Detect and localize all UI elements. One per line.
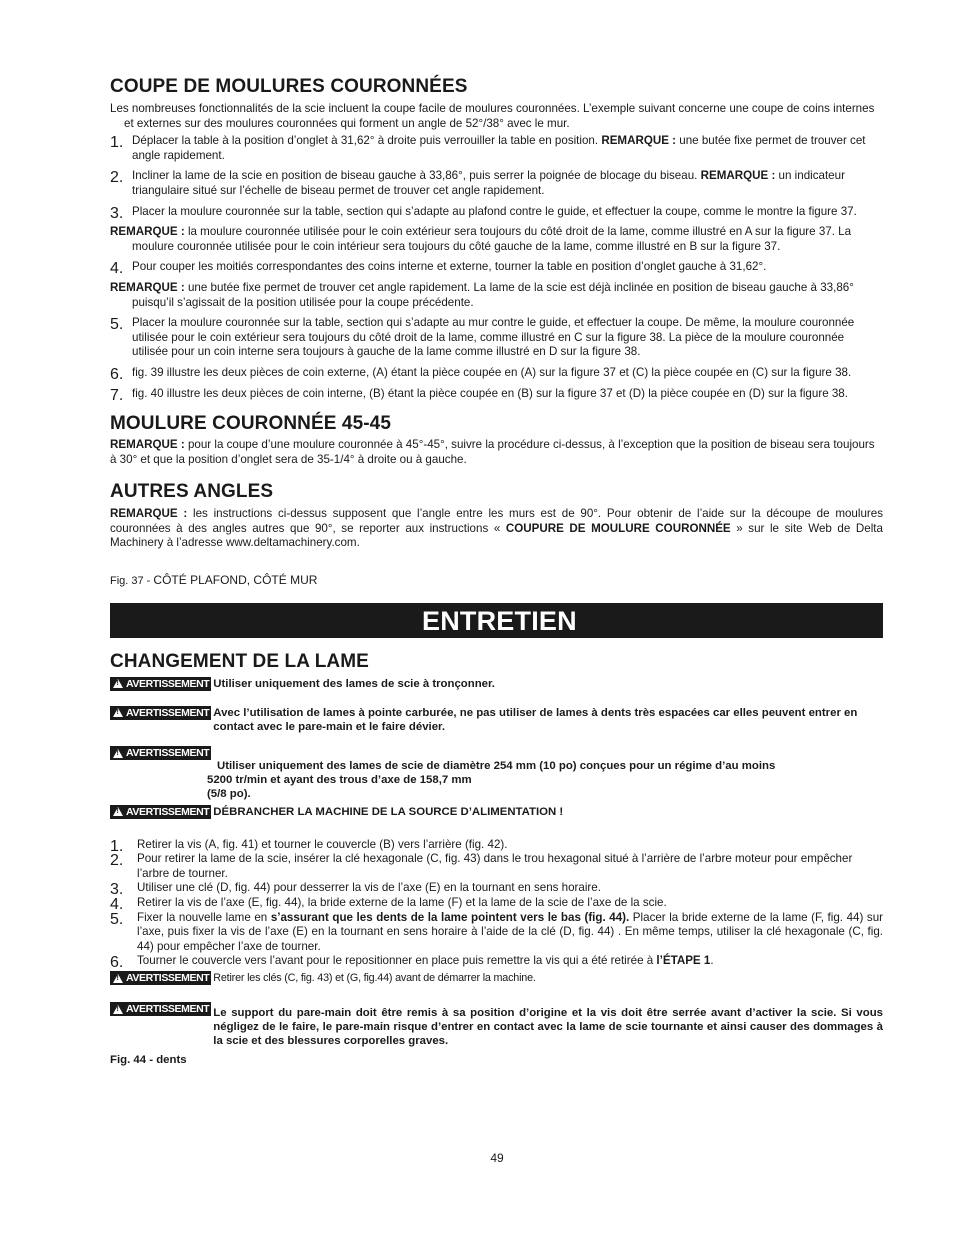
warning-triangle-icon bbox=[113, 708, 123, 717]
warning-badge: ! AVERTISSEMENT bbox=[110, 971, 211, 985]
note-autres-angles: REMARQUE : les instructions ci-dessus supposent que l’angle entre les murs est de 90°. Pour obtenir de l’aide sur la découpe de moulures couronnées à des angles autres que 90°, se reporter aux instructions « COUPURE DE MOULURE COURONNÉE » sur le site Web de Delta Machinery à l’adresse www.deltamachinery.com. bbox=[110, 507, 884, 550]
blade-step-2: 2. Pour retirer la lame de la scie, insérer la clé hexagonale (C, fig. 43) dans le trou hexagonal situé à l’arrière de l’arbre moteur pour empêcher l’arbre de tourner. bbox=[110, 852, 853, 880]
step-3: 3. Placer la moulure couronnée sur la table, section qui s’adapte au plafond contre le guide, et effectuer la coupe, comme le montre la figure 37. bbox=[110, 204, 857, 222]
section-title-autres-angles: AUTRES ANGLES bbox=[110, 481, 274, 503]
step-4: 4. Pour couper les moitiés correspondantes des coins interne et externe, tourner la table en position d’onglet gauche à 31,62°. bbox=[110, 260, 767, 278]
entretien-banner bbox=[110, 603, 883, 638]
page-number: 49 bbox=[490, 1151, 504, 1165]
warning-triangle-icon bbox=[113, 749, 123, 758]
step-1: 1. Déplacer la table à la position d’onglet à 31,62° à droite puis verrouiller la table en position. REMARQUE : une butée fixe permet de trouver cet angle rapidement. bbox=[110, 134, 866, 162]
warning-triangle-icon bbox=[113, 807, 123, 816]
warning-badge: ! AVERTISSEMENT bbox=[110, 805, 211, 819]
intro-paragraph: Les nombreuses fonctionnalités de la scie incluent la coupe facile de moulures couronnées. L’exemple suivant concerne une coupe de coins internes et externes sur des moulures couronnées qui forment un angle de 52°/38° avec le mur. bbox=[110, 102, 875, 130]
warning-4: ! AVERTISSEMENT DÉBRANCHER LA MACHINE DE LA SOURCE D’ALIMENTATION ! bbox=[110, 805, 883, 819]
warning-badge: ! AVERTISSEMENT bbox=[110, 677, 211, 691]
note-1: REMARQUE : la moulure couronnée utilisée pour le coin extérieur sera toujours du côté droit de la lame, comme illustré en A sur la figure 37. La moulure couronnée utilisée pour le coin intérieur sera toujours du côté gauche de la lame, comme illustré en B sur la figure 37. bbox=[110, 225, 852, 253]
warning-triangle-icon bbox=[113, 974, 123, 983]
warning-2: ! AVERTISSEMENT Avec l’utilisation de lames à pointe carburée, ne pas utiliser de lames à dents très espacées car elles peuvent entrer en contact avec le pare-main et le faire dévier. bbox=[110, 706, 883, 734]
warning-badge: ! AVERTISSEMENT bbox=[110, 706, 211, 720]
warning-6: ! AVERTISSEMENT Le support du pare-main doit être remis à sa position d’origine et la vis doit être serrée avant d’activer la scie. Si vous négligez de le faire, le pare-main risque d’entrer en contact avec la lame de scie tournante et ainsi causer des dommages à la scie et des blessures corporelles graves. bbox=[110, 1002, 883, 1048]
step-5: 5. Placer la moulure couronnée sur la table, section qui s’adapte au mur contre le guide, et effectuer la coupe. De même, la moulure couronnée utilisée pour le coin extérieur sera toujours du côté droit de la lame, comme illustré en C sur la figure 38. La pièce de la moulure couronnée utilisée pour un coin interne sera toujours à gauche de la lame comme illustré en D sur la figure 38. bbox=[110, 316, 855, 359]
blade-step-6: 6. Tourner le couvercle vers l’avant pour le repositionner en place puis remettre la vis qui a été retirée à l’ÉTAPE 1. bbox=[110, 954, 714, 972]
step-2: 2. Incliner la lame de la scie en position de biseau gauche à 33,86°, puis serrer la poignée de blocage du biseau. REMARQUE : un indicateur triangulaire situé sur l’échelle de biseau permet de trouver cet angle rapidement. bbox=[110, 169, 845, 197]
page-content bbox=[110, 70, 883, 1068]
warning-1: ! AVERTISSEMENT Utiliser uniquement des lames de scie à tronçonner. bbox=[110, 677, 883, 691]
blade-step-1: 1. Retirer la vis (A, fig. 41) et tourner le couvercle (B) vers l’arrière (fig. 42). bbox=[110, 837, 508, 855]
blade-steps bbox=[110, 837, 883, 972]
warning-3: ! AVERTISSEMENT Utiliser uniquement des lames de scie de diamètre 254 mm (10 po) conçues pour un régime d’au moins 5200 tr/min et ayant des trous d’axe de 158,7 mm (5/8 po). bbox=[110, 745, 883, 801]
warning-5: ! AVERTISSEMENT Retirer les clés (C, fig. 43) et (G, fig.44) avant de démarrer la machine. bbox=[110, 971, 883, 985]
banner-title: ENTRETIEN bbox=[422, 605, 577, 636]
warning-triangle-icon bbox=[113, 679, 123, 688]
blade-step-4: 4. Retirer la vis de l’axe (E, fig. 44), la bride externe de la lame (F) et la lame de la scie de l’axe de la scie. bbox=[110, 896, 667, 914]
fig-44-caption: Fig. 44 - dents bbox=[110, 1054, 187, 1066]
section-title-coupe-moulures: COUPE DE MOULURES COURONNÉES bbox=[110, 76, 468, 97]
warning-badge: ! AVERTISSEMENT bbox=[110, 746, 211, 760]
note-2: REMARQUE : une butée fixe permet de trouver cet angle rapidement. La lame de la scie est déjà inclinée en position de biseau gauche à 33,86° puisqu’il s’agissait de la position utilisée pour la coupe précédente. bbox=[110, 280, 854, 309]
fig-37-caption: Fig. 37 - CÔTÉ PLAFOND, CÔTÉ MUR bbox=[110, 573, 318, 588]
step-7: 7. fig. 40 illustre les deux pièces de coin interne, (B) étant la pièce coupée en (B) sur la figure 37 et (D) la pièce coupée en (D) sur la figure 38. bbox=[110, 386, 848, 404]
section-title-changement-lame: CHANGEMENT DE LA LAME bbox=[110, 650, 369, 672]
section-title-moulure-45: MOULURE COURONNÉE 45-45 bbox=[110, 413, 392, 435]
note-45: REMARQUE : pour la coupe d’une moulure couronnée à 45°-45°, suivre la procédure ci-dessus, à l’exception que la position de biseau sera toujours à 30° et que la position d’onglet sera de 35-1/4° à droite ou à gauche. bbox=[110, 438, 875, 466]
step-6: 6. fig. 39 illustre les deux pièces de coin externe, (A) étant la pièce coupée en (A) sur la figure 37 et (C) la pièce coupée en (C) sur la figure 38. bbox=[110, 365, 852, 383]
warning-badge: ! AVERTISSEMENT bbox=[110, 1002, 211, 1016]
warning-triangle-icon bbox=[113, 1005, 123, 1014]
blade-step-5: 5. Fixer la nouvelle lame en s’assurant que les dents de la lame pointent vers le bas (fig. 44). Placer la bride externe de la lame (F, fig. 44) sur l’axe, puis fixer la vis de l’axe (E) en la tournant en sens horaire à l’aide de la clé (D, fig. 44) . En même temps, utiliser la clé hexagonale (C, fig. 44) pour empêcher l’axe de tourner. bbox=[110, 910, 883, 953]
blade-step-3: 3. Utiliser une clé (D, fig. 44) pour desserrer la vis de l’axe (E) en la tournant en sens horaire. bbox=[110, 881, 601, 899]
